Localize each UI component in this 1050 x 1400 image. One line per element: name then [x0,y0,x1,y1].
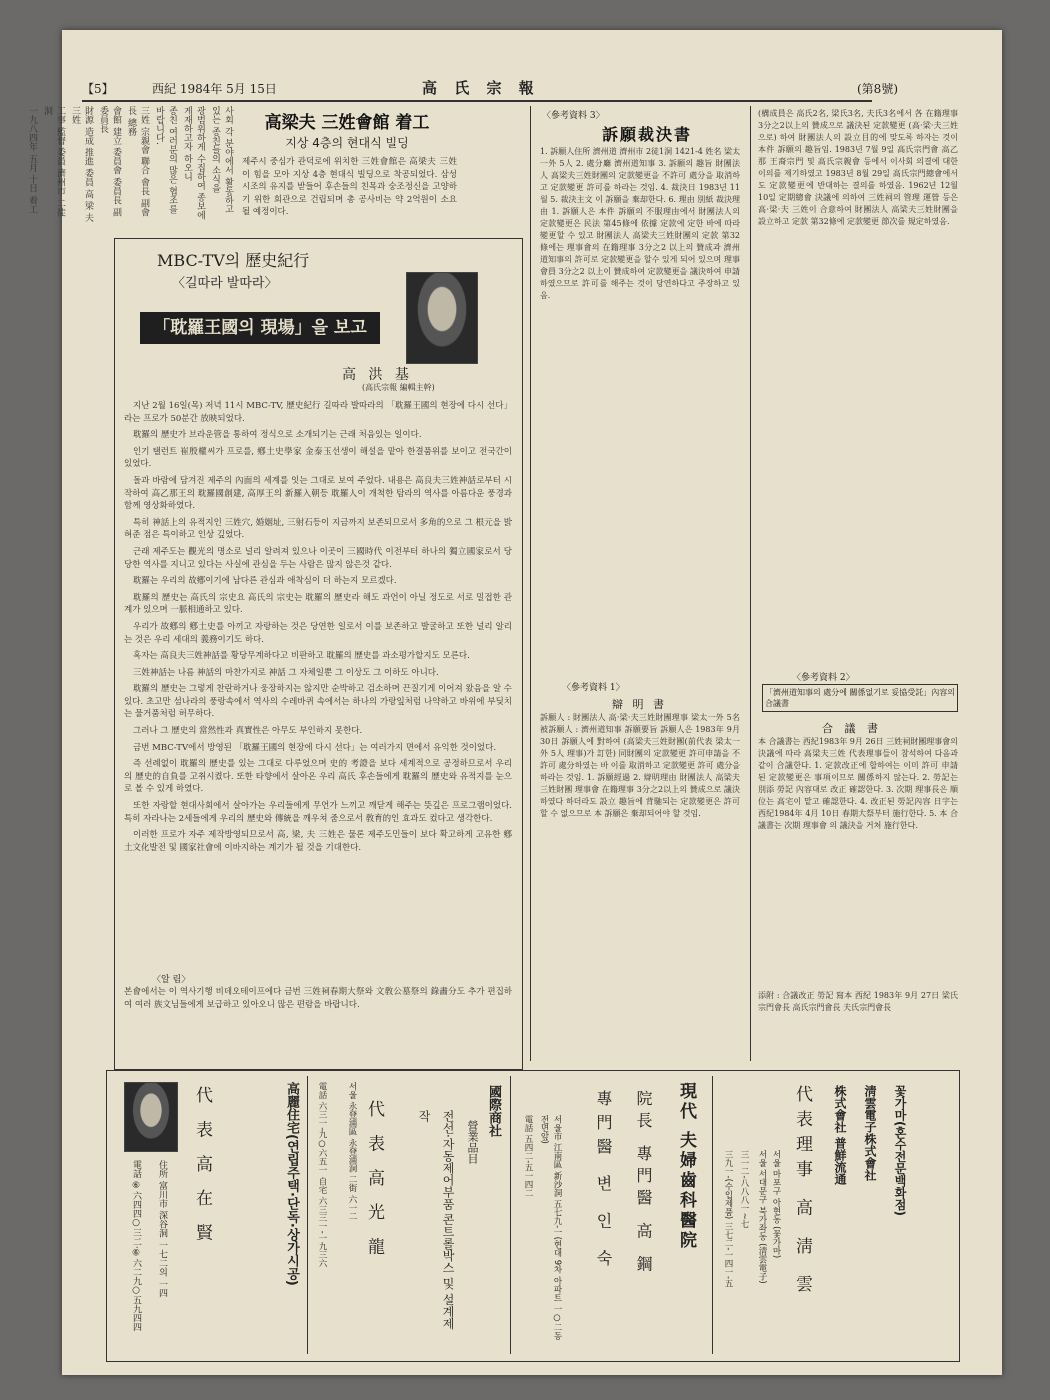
ad1-business: 高麗住宅(연립주택·단독·상가시공) [284,1082,299,1286]
ad3-clinic: 現代 夫婦齒科醫院 [676,1082,696,1251]
ref2-title: 「濟州道知事의 處分에 關係없기로 妥協受託」內容의 合議書 [762,684,958,712]
defense-title: 辯 明 書 [612,698,667,711]
feature-author: 高 洪 基 [342,367,413,383]
ad4-representative: 代表理事 高 淸 雲 [792,1085,812,1301]
defense-body: 訴願人 : 財團法人 高·梁·夫三姓財團理事 梁太一外 5名 被訴願人 : 濟州道知事 訴願要旨 訴願人은 1983年 9月 30日 訴願人에 對하여 (高梁夫三姓財團(前代表 梁太一外 5人 理事)가 訂한) 同財團의 定款變更 許可申請을 不許可 處分하였는 바 이를 取消하고 定款變更 許可 處分을 하라는 것임. 1. 訴願經過 2. 辯明理由 財團法人 高梁夫三姓財團 理事會 在籍理事 3分之2以上의 贊成으로 議決하였다 하더라도 設立 趣旨에 背馳되는 定款變更은 許可할 수 없으므로 本 訴願은 棄却되어야 할 것임. [540,713,740,818]
side-column: 工事 監督 委員 濟州市 二徒洞 [42,106,65,217]
ad2-items: 전선·자동제어부품 콘트롤박스 및 설계제작 [417,1110,455,1330]
page-header [82,74,872,102]
ad4-phone-1: 三一二-八八八一~七 [739,1150,749,1229]
side-column: 財源 造成 推進 委員 高 梁 夫 三姓 [70,106,93,223]
feature-paragraph: 三姓神話는 나름 神話의 마찬가지로 神話 그 자체일뿐 그 이상도 그 이하도 아니다. [133,667,439,678]
decision-title: 訴願裁決書 [602,125,693,144]
side-column: 一九八四年 五月 十日 着工 [27,106,37,214]
ad2-phone: 電話 六三一-九○六五一 自宅 六三三一-一九三六 [317,1082,327,1268]
feature-kicker: MBC-TV의 歷史紀行 [157,251,310,270]
issue-number: (第8號) [857,82,898,96]
ad4-address-2: 서울 서대문구 북가좌동 (淸雲電子) [757,1150,767,1284]
feature-paragraph: 그러나 그 歷史의 當然性과 真實性은 아무도 부인하지 못한다. [133,726,363,737]
feature-paragraph: 금번 MBC-TV에서 방영된 「耽羅王國의 현장에 다시 선다」는 여러가지 면에서 유익한 것이었다. [133,742,497,753]
ad4-store: 꽃가마(혼수전문백화점) [893,1085,907,1216]
advertiser-photo [124,1082,178,1152]
feature-paragraph: 耽羅의 歷史는 高氏의 宗史요 高氏의 宗史는 耽羅의 歷史라 해도 과언이 아닐 정도로 서로 밀접한 관계가 있으며 一脈相通하고 있다. [124,592,512,616]
article1-title: 高梁夫 三姓會館 着工 [264,113,430,133]
feature-paragraph: 돌과 바람에 담겨진 제주의 內面의 세계를 잇는 그대로 보여 주었다. 내용은 高良夫三姓神話로부터 시작하여 高乙那王의 耽羅國創建, 高厚王의 新羅入朝등 耽羅人이 개척한 탐라의 역사를 아름다운 풍경과 함께 영상화하였다. [124,475,512,512]
feature-kicker-2: 〈길따라 발따라〉 [172,276,278,291]
feature-paragraph: 耽羅의 歷史는 그렇게 찬란하거나 웅장하지는 않지만 순박하고 검소하며 끈질기게 이어져 왔음을 알 수 있다. 초고만 섬나라의 풍랑속에서 역사의 수레바퀴 속에서는 하나의 가랑잎처럼 나약하고 바위에 부딪치는 물거품처럼 허무하다. [124,684,512,720]
feature-paragraph: 耽羅의 歷史가 브라운管을 통하여 정식으로 소개되기는 근래 처음있는 일이다. [133,430,422,441]
ref2-label: 〈參考資料 2〉 [792,673,855,683]
side-column: 사회 각 분야에서 활동하고 있는 종친들의 소식을 [210,106,233,214]
ad2-items-label: 營業品目 [466,1120,479,1164]
feature-paragraph: 근래 제주도는 觀光의 명소로 널리 알려져 있으나 이곳이 三國時代 이전부터 하나의 獨立國家로서 당당한 역사를 지니고 있다는 사실에 관심을 두는 사람은 많지 않은것 같다. [124,546,512,570]
page-number: 【5】 [82,82,114,96]
agreement-body: 本 合議書는 西紀1983年 9月 26日 三姓祠財團理事會의 決議에 따라 高梁夫三姓 代表理事들이 참석하여 다음과 같이 合議한다. 1. 定款改正에 합하여는 이미 許可 申請된 定款變更은 事項이므로 關係하지 않는다. 2. 勞記는 別添 勞記 內容대로 改正 確認한다. 3. 次期 理事長은 順位는 高宅이 맡고 確認한다. 4. 改正된 勞記內容 日字는 西紀1984年 4月 10日 春期大祭부터 施行한다. 5. 本 合議書는 次期 理事會 의 議決을 거쳐 施行한다. [758,737,958,830]
ad4-company-2: 株式會社 普鮮流通 [833,1085,847,1186]
newspaper-page [27,30,1002,1375]
ad1-phone: 電話 ⑥六四四○三二·⑥六二九○五九四四 [131,1160,141,1332]
feature-paragraph: 즉 선례없이 耽羅의 歷史를 있는 그대로 다루었으며 史的 考證을 보다 세계적으로 공정하므로서 우리의 歷史的自負를 고취시켰다. 또한 타향에서 살아온 우리 高氏 후손들에게 耽羅의 歷史와 유적지를 눈으로 볼 수 있게 하였다. [124,759,512,795]
ad3-director: 院長 專門醫 高 鋼 [634,1090,653,1278]
ad4-phone-2: 三九一-(수입제품) 三七二-一四一-五 [723,1150,733,1288]
notice-text: 본會에서는 이 역사기행 비데오테이프에다 금번 三姓祠春期大祭와 文敎公墓祭의 錄畵分도 추가 편집하여 여러 族文님들에게 보급하고 있아오니 많은 편람을 바랍니다. [124,987,512,1010]
ad3-doctor: 專門醫 변 인 숙 [594,1090,613,1274]
feature-paragraph: 이러한 프로가 자주 제작방영되므로서 高, 梁, 夫 三姓은 물론 제주도민들이 보다 확고하게 고유한 鄕土文化발전 및 國家社會에 이바지하는 계기가 될 것을 기대한다. [124,830,512,853]
ad-divider [510,1076,511,1354]
article1-subtitle: 지상 4층의 현대식 빌딩 [285,136,409,150]
ref1-label: 〈參考資料 1〉 [562,683,625,693]
ad2-address: 서울 永登浦區 永登浦洞 二街 六一二 [347,1082,357,1221]
side-column: 三姓 宗親會 聯合 會長 副會長 總務 [126,106,149,217]
side-column: 會館 建立 委員會 委員長 副委員長 [98,106,121,217]
side-notice-columns [27,106,234,224]
feature-author-title: (高氏宗報 編輯主幹) [362,383,435,392]
column-divider [530,106,531,1061]
ad1-representative: 代 表 高 在 賢 [192,1086,212,1247]
agreement-title: 合 議 書 [822,722,882,735]
feature-paragraph: 또한 자랑할 현대사회에서 살아가는 우리들에게 무언가 느끼고 깨닫게 해주는 뜻깊은 프로그램이었다. 특히 자라나는 2세들에게 우리의 歷史와 傳統을 깨우쳐 줌으로서 敎育的인 효과도 컸다고 생각한다. [124,801,512,824]
ad1-address: 住所 富川市 深谷洞 一七二의 一四 [157,1160,167,1298]
decision-body: 1. 訴願人住所 濟州道 濟州市 2徒1洞 1421-4 姓名 梁太一外 5人 2. 處分廳 濟州道知事 3. 訴願의 趣旨 財團法人 高梁夫三姓財團의 定款變更을 不許可 處分을 取消하고 定款變更 許可를 하라는 것임. 4. 裁決日 1983년 11월 5. 裁決主文 이 訴願을 棄却한다. 6. 理由 別紙 裁決理由 1. 訴願人은 本件 訴願의 不服理由에서 財團法人의 定款變更은 民法 第45條에 依據 定款에 定한 바에 따라 變更할 수 있고 財團法人 高梁夫三姓財團의 定款 第32條에는 理事會의 在籍理事 3分之2 以上의 贊成과 濟州道知事의 許可로 定款變更을 할수 있게 되어 있으며 理事會員 3分之2 以上이 贊成하여 定款變更을 議決하여 申請하였으므로 許可를 해주는 것이 당연하다고 주장하고 있음. [540,147,740,300]
ad3-phone: 電話 五四二-五一四二 [523,1115,533,1198]
agreement-signers: 添附 : 合議改正 勞記 寫本 西紀 1983年 9月 27日 梁氏宗門會長 高氏宗門會長 夫氏宗門會長 [758,991,958,1012]
article1-lead: 제주시 중심가 관덕로에 위치한 三姓會館은 高梁夫 三姓이 힘을 모아 지상 4층 현대식 빌딩으로 착공되었다. 삼성시조의 유지를 받들어 후손들의 친목과 숭조정신을 고양하기 위한 회관으로 건립되며 총 공사비는 약 2억원이 소요될 예정이다. [242,157,457,218]
feature-paragraph: 인기 탤런트 崔殷權씨가 프로를, 鄕土史學家 金泰玉선생이 해설을 맡아 한결품위를 보이고 전국간이 있었다. [124,446,512,470]
side-column: 종친 여러분의 많은 협조를 바랍니다. [154,106,177,214]
feature-paragraph: 우리가 故鄕의 鄕土史를 아끼고 자랑하는 것은 당연한 일로서 이를 보존하고 발굴하고 또한 널리 알리는 것은 우리 세대의 義務이기도 하다. [124,621,512,645]
notice-heading: 〈알 림〉 [152,975,191,985]
ad2-representative: 代 表 高 光 龍 [364,1100,384,1261]
ref3-label: 〈參考資料 3〉 [542,111,605,121]
ad2-company: 國際商社 [486,1085,501,1137]
ad4-company-1: 淸雲電子株式會社 [863,1085,877,1181]
right-column-body: (構成員은 高氏2名, 梁氏3名, 夫氏3名에서 各 在籍理事 3分之2以上의 贊成으로 議決된 定款變更 (高·梁·夫三姓으로) 하여 財團法人의 設立目的에 맞도록 하자는 것이 本件 訴願의 趣旨임. 1983년 7월 9일 高氏宗門會 高乙那 王裔宗門 및 高氏宗親會 등에서 이사회 의결에 대한 이의를 제기하였고 1983년 8월 29일 高氏宗門總會에서도 定款變更에 반대하는 결의를 하였음. 1962년 12월 10일 定期總會 決議에 의하여 三姓祠의 管理 運營 등은 高·梁·夫 三姓이 合意하여 財團法人 高梁夫三姓財團을 設立하고 定款 第32條에 定款變更 節次를 規定하였음. [758,109,958,226]
ad3-address: 서울市 江南區 新沙洞 五七九-一(현대 9차 아파트 一○二동 전면앞) [539,1115,562,1341]
feature-paragraph: 특히 神話上의 유적지인 三姓穴, 婚姻址, 三射石등이 지금까지 보존되므로서 多角的으로 그 根元을 밝혀준 점은 특이하고 인상 깊었다. [124,517,512,541]
ad-divider [712,1076,713,1354]
ad4-address-1: 서울 마포구 아현동 (꽃가마) [771,1150,781,1259]
feature-paragraph: 지난 2월 16일(목) 저녁 11시 MBC-TV, 歷史紀行 길따라 발따라의 「耽羅王國의 현장에 다시 선다」라는 프로가 50분간 放映되었다. [124,401,512,424]
ad-divider [307,1076,308,1354]
feature-paragraph: 혹자는 高良夫三姓神話를 황당무계하다고 비판하고 耽羅의 歷史를 과소평가할지도 모른다. [133,651,470,662]
feature-paragraph: 耽羅는 우리의 故鄕이기에 남다른 관심과 애착심이 더 하는지 모르겠다. [133,576,397,587]
feature-banner: 「耽羅王國의 現場」을 보고 [140,312,380,344]
side-column: 광범위하게 수집하여 종보에 게재하고자 하오니 [182,106,205,220]
column-divider [750,106,751,1061]
author-photo [406,272,478,364]
issue-date: 西紀 1984年 5月 15日 [152,82,277,96]
paper-name: 高 氏 宗 報 [422,79,540,97]
feature-body [124,400,512,968]
